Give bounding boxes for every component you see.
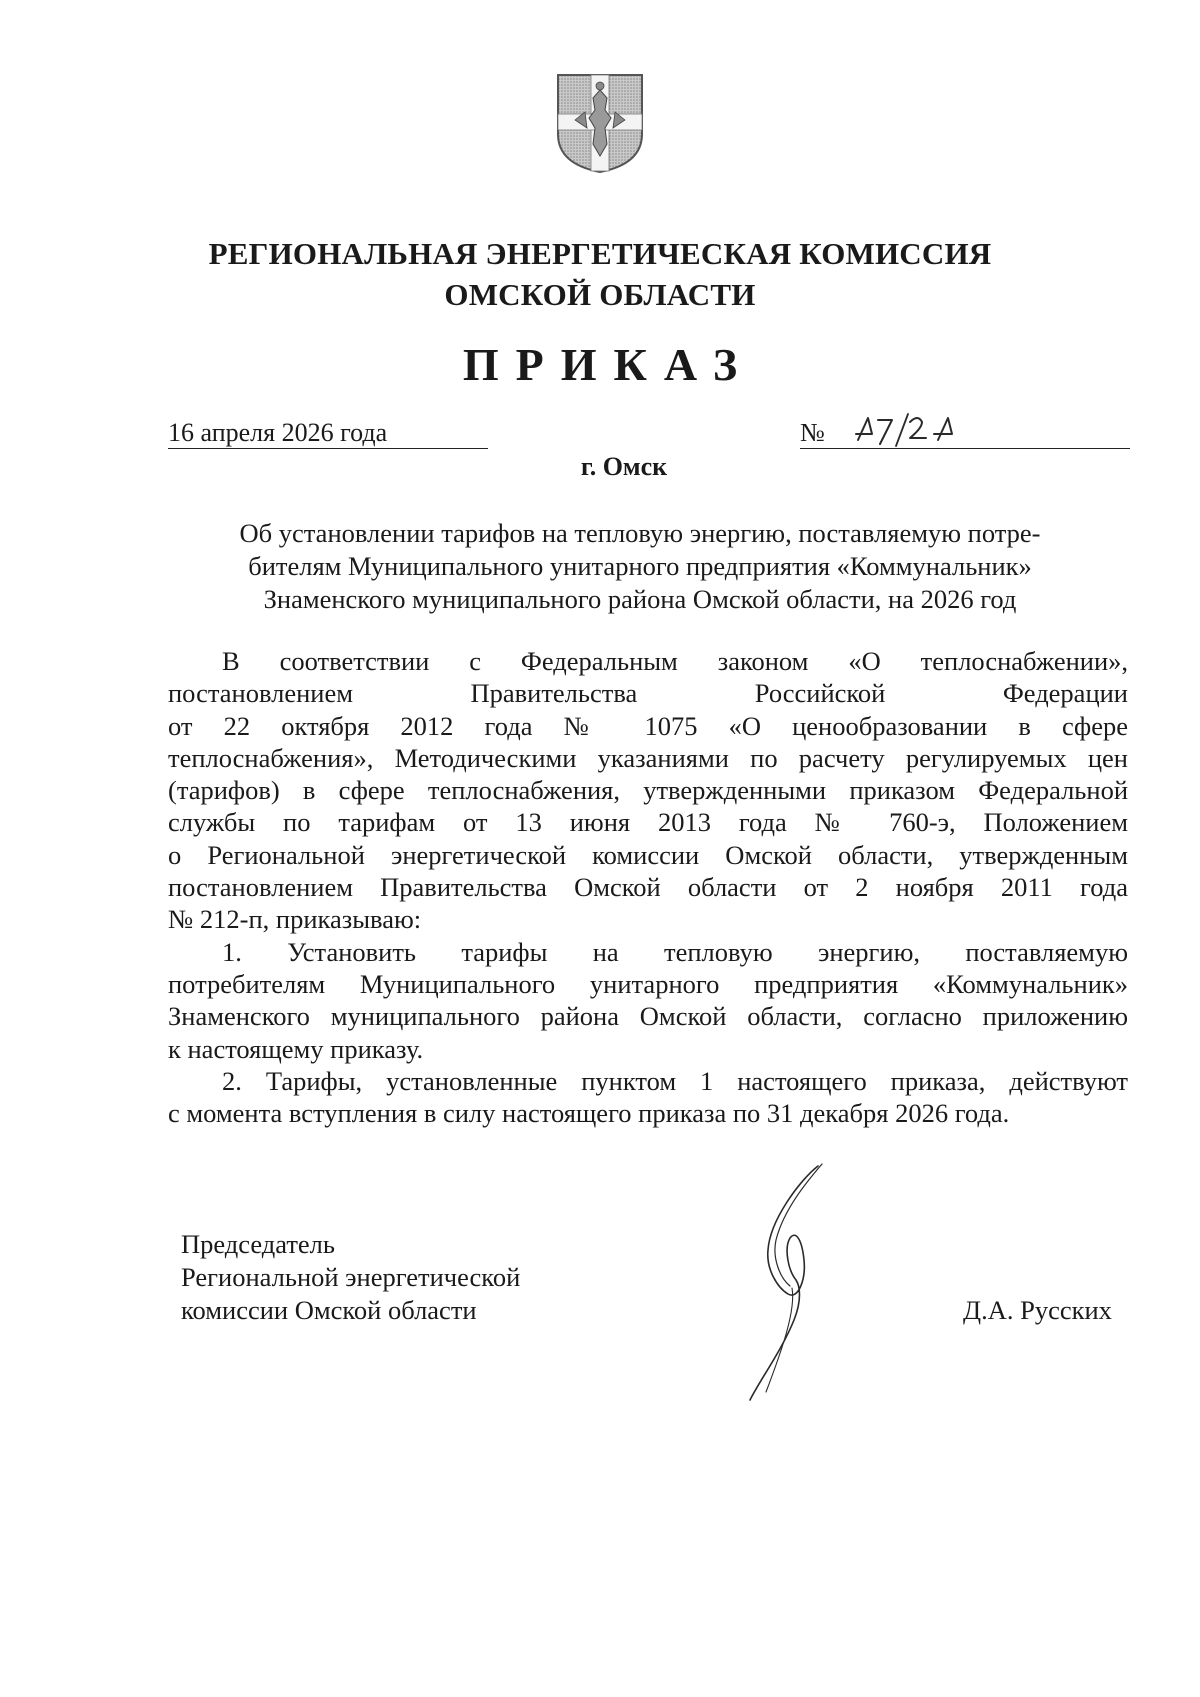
body-line: о Региональной энергетической комиссии Омской области, утвержденным (168, 839, 1128, 870)
body-line: 1. Установить тарифы на тепловую энергию, поставляемую (222, 936, 1128, 967)
body-line: В соответствии с Федеральным законом «О теплоснабжении», (222, 646, 1128, 676)
organization-title-line2: ОМСКОЙ ОБЛАСТИ (444, 277, 756, 312)
body-line: от 22 октября 2012 года № 1075 «О ценообразовании в сфере (168, 710, 1128, 741)
body-line: постановлением Правительства Российской Федерации (168, 678, 1128, 709)
handwritten-signature (730, 1160, 870, 1405)
body-line: потребителям Муниципального унитарного предприятия «Коммунальник» (168, 968, 1128, 999)
signer-position (181, 1228, 520, 1327)
body-line: постановлением Правительства Омской области от 2 ноября 2011 года (168, 872, 1128, 903)
document-number-field (800, 418, 1130, 449)
subject-line: Об установлении тарифов на тепловую энергию, поставляемую потре- (239, 518, 1041, 548)
handwritten-number (852, 410, 962, 450)
body-line: 2. Тарифы, установленные пунктом 1 настоящего приказа, действуют (222, 1065, 1128, 1096)
signer-position-line: Региональной энергетической (181, 1262, 521, 1292)
body-line: Знаменского муниципального района Омской области, согласно приложению (168, 1001, 1128, 1032)
coat-of-arms-icon (555, 72, 645, 174)
body-line: к настоящему приказу. (168, 1033, 424, 1064)
body-line: (тарифов) в сфере теплоснабжения, утвержденными приказом Федеральной (168, 775, 1128, 806)
signer-position-line: комиссии Омской области (181, 1295, 477, 1325)
signer-position-line: Председатель (181, 1229, 335, 1259)
body-line: № 212-п, приказываю: (168, 904, 422, 935)
document-subject (150, 517, 1130, 616)
signer-name: Д.А. Русских (963, 1295, 1112, 1325)
body-line: с момента вступления в силу настоящего приказа по 31 декабря 2026 года. (168, 1098, 1010, 1129)
subject-line: бителям Муниципального унитарного предприятия «Коммунальник» (248, 551, 1032, 581)
document-date: 16 апреля 2026 года (168, 418, 488, 449)
document-body (168, 645, 1128, 1129)
organization-title-line1: РЕГИОНАЛЬНАЯ ЭНЕРГЕТИЧЕСКАЯ КОМИССИЯ (208, 236, 992, 271)
body-line: службы по тарифам от 13 июня 2013 года № 760-э, Положением (168, 807, 1128, 838)
body-line: теплоснабжения», Методическими указаниями по расчету регулируемых цен (168, 742, 1128, 773)
subject-line: Знаменского муниципального района Омской области, на 2026 год (263, 584, 1017, 614)
document-city: г. Омск (580, 452, 668, 481)
document-type-heading: ПРИКАЗ (462, 339, 755, 390)
number-sign: № (800, 418, 825, 447)
